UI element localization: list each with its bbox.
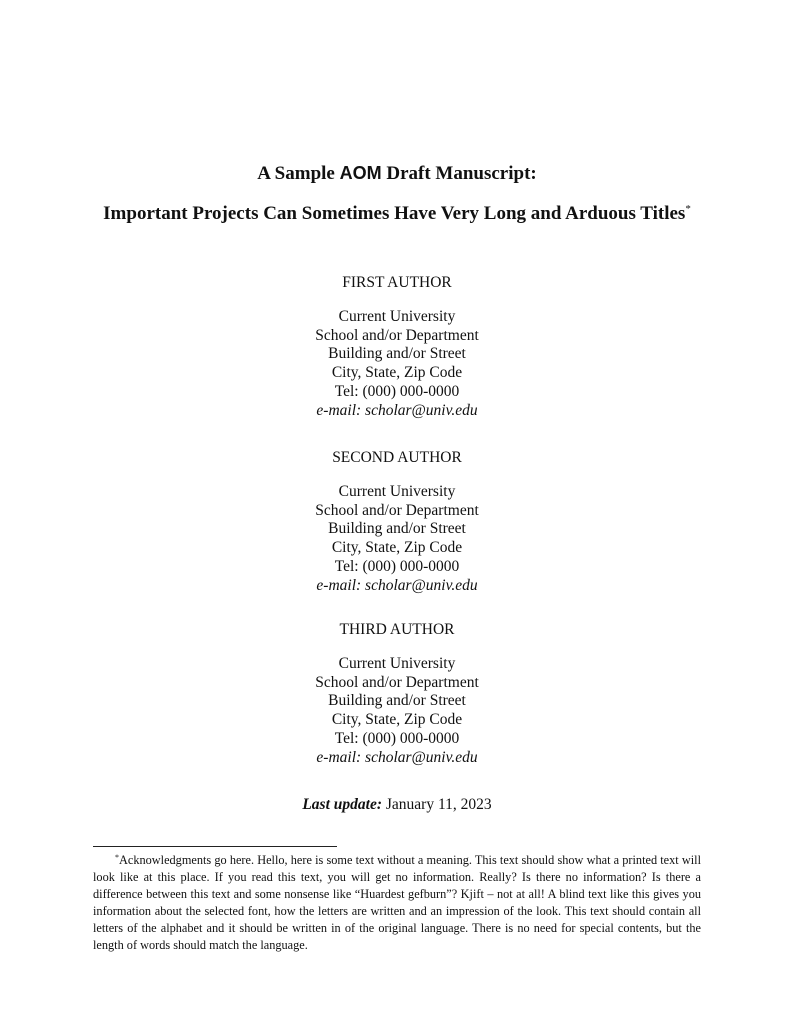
author-email: e-mail: scholar@univ.edu — [316, 576, 478, 594]
author-affiliation: Current University — [338, 654, 456, 672]
last-update-label: Last update: — [302, 796, 382, 813]
author-department: School and/or Department — [315, 673, 479, 691]
title-main: Important Projects Can Sometimes Have Very Long and Arduous Titles — [103, 203, 686, 224]
footnote-rule — [93, 846, 337, 847]
author-block-first — [0, 274, 794, 421]
title-line-1 — [0, 163, 794, 185]
author-block-second — [0, 449, 794, 596]
title-post: Draft Manuscript: — [381, 163, 537, 184]
footnote-text: Acknowledgments go here. Hello, here is some text without a meaning. This text should show what a printed text will look like at this place. If you read this text, you will get no information. Really? Is there no information? Is there a difference between this text and some nonsense like “Huardest gefburn”? Kjift – not at all! A blind text like this gives you information about the selected font, how the letters are written and an impression of the look. This text should contain all letters of the alphabet and it should be written in of the original language. There is no need for special contents, but the length of words should match the language. — [93, 853, 701, 952]
last-update-date: January 11, 2023 — [385, 796, 492, 813]
footnote-marker: * — [115, 853, 119, 862]
author-tel: Tel: (000) 000-0000 — [334, 557, 460, 575]
author-tel: Tel: (000) 000-0000 — [334, 382, 460, 400]
author-email: e-mail: scholar@univ.edu — [316, 748, 478, 766]
title-line-2 — [0, 203, 794, 225]
title-footnote-marker: * — [685, 203, 691, 215]
title-acronym: AOM — [339, 163, 382, 183]
author-name: THIRD AUTHOR — [339, 621, 455, 638]
author-street: Building and/or Street — [328, 345, 466, 363]
author-name: SECOND AUTHOR — [332, 449, 462, 466]
author-email: e-mail: scholar@univ.edu — [316, 401, 478, 419]
author-city: City, State, Zip Code — [331, 711, 463, 729]
author-name: FIRST AUTHOR — [342, 274, 452, 291]
author-department: School and/or Department — [315, 501, 479, 519]
author-affiliation: Current University — [338, 307, 456, 325]
author-affiliation: Current University — [338, 482, 456, 500]
author-street: Building and/or Street — [328, 520, 466, 538]
author-tel: Tel: (000) 000-0000 — [334, 729, 460, 747]
author-city: City, State, Zip Code — [331, 364, 463, 382]
footnote — [93, 849, 701, 954]
author-block-third — [0, 621, 794, 768]
author-department: School and/or Department — [315, 326, 479, 344]
author-city: City, State, Zip Code — [331, 539, 463, 557]
last-update — [0, 796, 794, 814]
author-street: Building and/or Street — [328, 692, 466, 710]
title-pre: A Sample — [257, 163, 340, 184]
